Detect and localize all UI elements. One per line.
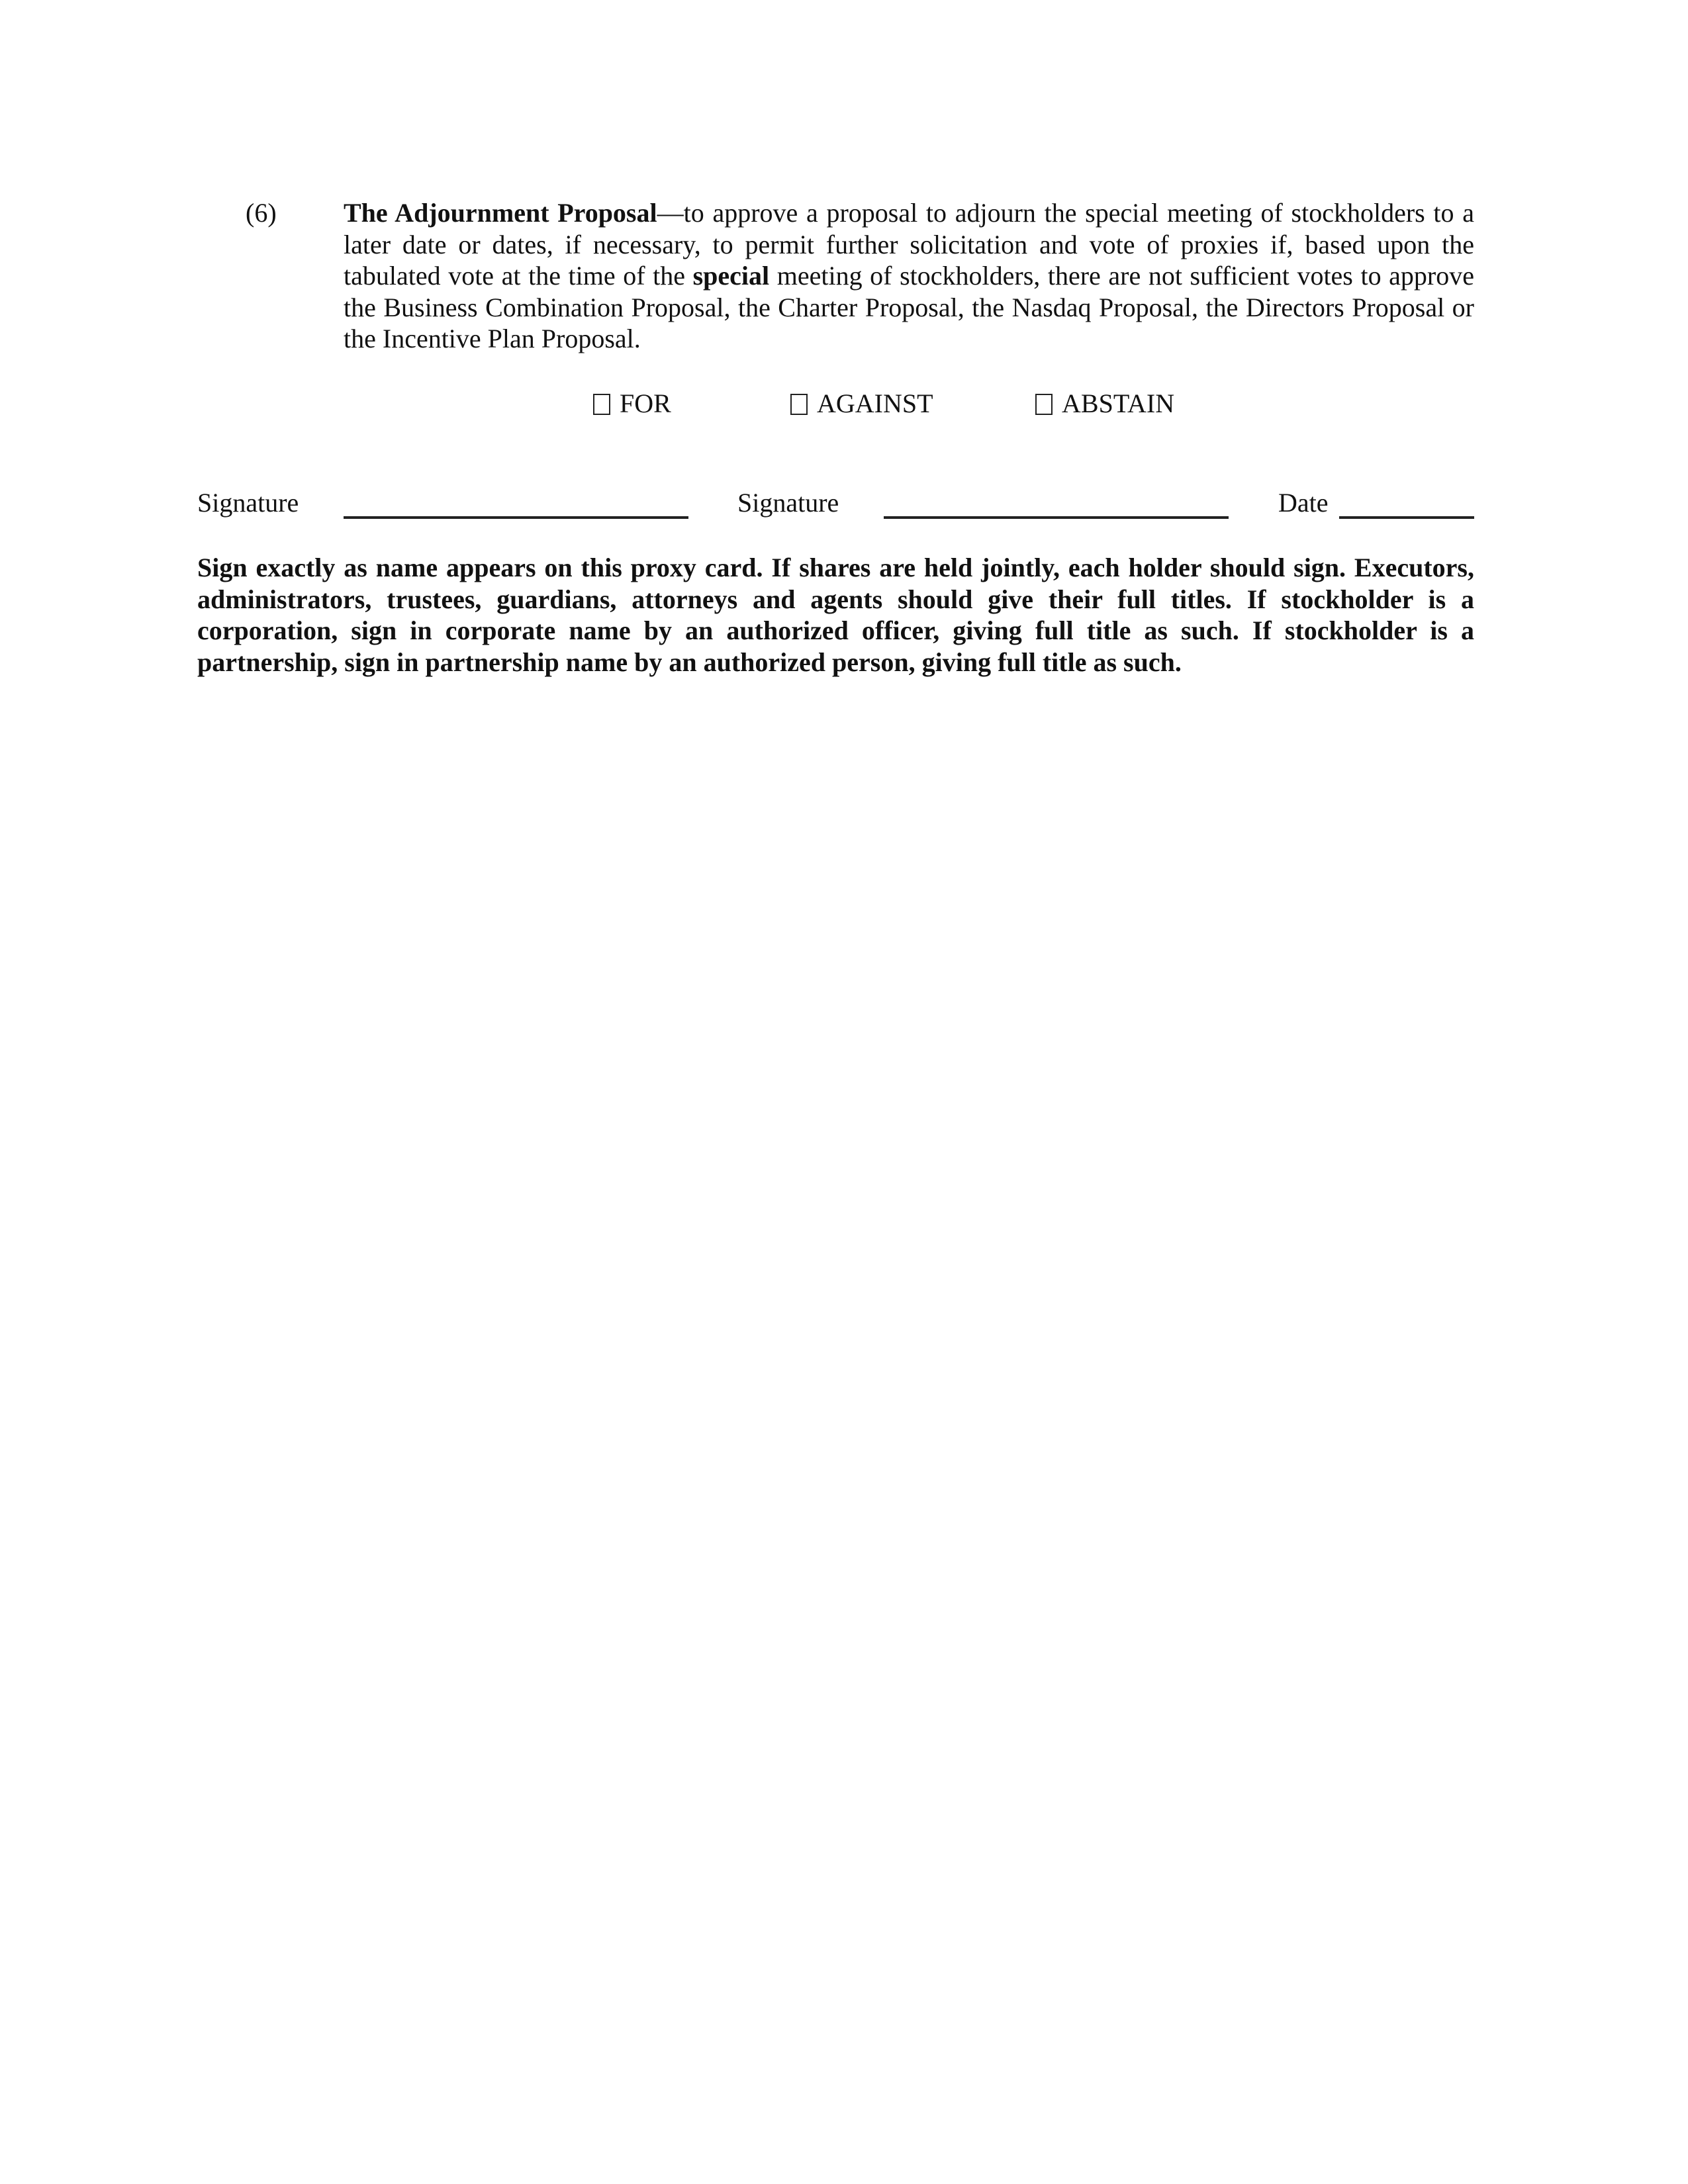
proposal-bold-word: special — [692, 261, 770, 291]
vote-option-label: ABSTAIN — [1062, 388, 1175, 418]
date-label: Date — [1278, 488, 1329, 518]
checkbox-icon[interactable] — [790, 394, 808, 415]
vote-option-abstain[interactable] — [1035, 388, 1174, 420]
proposal-number: (6) — [246, 198, 277, 228]
signature-label-2: Signature — [737, 488, 839, 518]
vote-options — [0, 388, 1688, 421]
checkbox-icon[interactable] — [1035, 394, 1053, 415]
proposal-title: The Adjournment Proposal — [344, 198, 657, 228]
signature-label-1: Signature — [197, 488, 299, 518]
signature-field-1[interactable] — [344, 516, 688, 519]
vote-option-for[interactable] — [593, 388, 671, 420]
proposal-description-part1: —to approve a proposal to adjourn the special meeting of stockholders to a later date or dates, if necessary, to permit further solicitation and vote of proxies if, based upon the tabulated vote at the time of the — [344, 198, 1474, 291]
vote-option-against[interactable] — [790, 388, 933, 420]
proposal-description-part2: meeting of stockholders, there are not sufficient votes to approve the Business Combination Proposal, the Charter Proposal, the Nasdaq Proposal, the Directors Proposal or the Incentive Plan Proposal. — [344, 261, 1474, 353]
signing-instructions: Sign exactly as name appears on this proxy card. If shares are held jointly, each holder should sign. Executors, administrators, trustees, guardians, attorneys and agents should give their full titles. If stockholder is a corporation, sign in corporate name by an authorized officer, giving full title as such. If stockholder is a partnership, sign in partnership name by an authorized person, giving full title as such. — [197, 553, 1474, 677]
checkbox-icon[interactable] — [593, 394, 610, 415]
date-field[interactable] — [1339, 516, 1474, 519]
proposal-text — [344, 197, 1474, 355]
vote-option-label: AGAINST — [817, 388, 933, 418]
vote-option-label: FOR — [620, 388, 671, 418]
signature-row — [0, 487, 1688, 527]
signature-field-2[interactable] — [884, 516, 1229, 519]
